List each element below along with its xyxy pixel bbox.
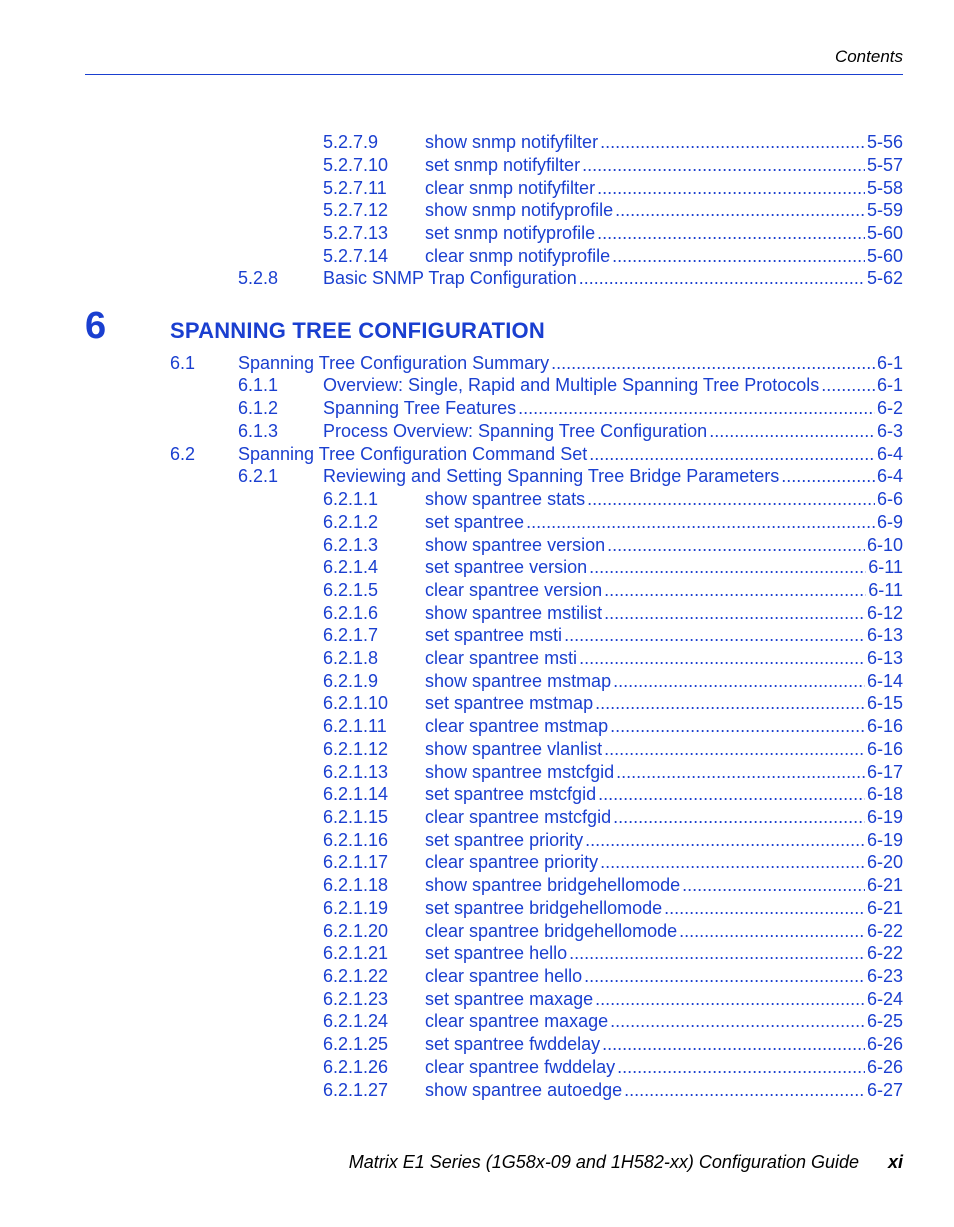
toc-dot-leader <box>589 556 866 579</box>
toc-entry-page[interactable]: 6-25 <box>866 1011 903 1031</box>
toc-entry[interactable] <box>323 942 903 965</box>
toc-entry-page[interactable]: 6-14 <box>866 671 903 691</box>
toc-dot-leader <box>564 624 865 647</box>
toc-entry-number: 6.1.2 <box>238 398 279 418</box>
toc-entry[interactable] <box>238 420 903 443</box>
toc-entry-title[interactable]: set spantree <box>425 512 525 532</box>
toc-entry[interactable] <box>323 1033 903 1056</box>
toc-entry-number: 6.2.1.21 <box>323 943 389 963</box>
toc-entry-number: 5.2.7.12 <box>323 200 389 220</box>
toc-entry-number: 6.2.1.23 <box>323 989 389 1009</box>
header-rule <box>85 74 903 75</box>
toc-entry-title[interactable]: show spantree stats <box>425 489 586 509</box>
toc-entry-title[interactable]: show spantree mstcfgid <box>425 762 615 782</box>
toc-dot-leader <box>607 534 865 557</box>
toc-entry[interactable] <box>323 988 903 1011</box>
toc-entry-title[interactable]: set snmp notifyprofile <box>425 223 596 243</box>
toc-entry-title[interactable]: clear spantree bridgehellomode <box>425 921 678 941</box>
toc-entry[interactable] <box>323 602 903 625</box>
toc-entry[interactable] <box>323 920 903 943</box>
toc-entry-page[interactable]: 6-18 <box>866 784 903 804</box>
toc-entry-page[interactable]: 6-12 <box>866 603 903 623</box>
toc-dot-leader <box>597 177 865 200</box>
toc-entry[interactable] <box>323 670 903 693</box>
toc-entry-number: 6.2 <box>170 444 196 464</box>
toc-dot-leader <box>589 443 875 466</box>
toc-entry[interactable] <box>323 177 903 200</box>
toc-entry[interactable] <box>323 154 903 177</box>
toc-entry-page[interactable]: 6-9 <box>876 512 903 532</box>
toc-entry-number: 5.2.7.14 <box>323 246 389 266</box>
toc-entry[interactable] <box>323 715 903 738</box>
toc-entry[interactable] <box>323 851 903 874</box>
toc-entry[interactable] <box>323 965 903 988</box>
toc-dot-leader <box>602 1033 865 1056</box>
toc-dot-leader <box>664 897 865 920</box>
toc-dot-leader <box>595 988 865 1011</box>
toc-entry[interactable] <box>323 511 903 534</box>
toc-entry-title[interactable]: set spantree msti <box>425 625 563 645</box>
toc-entry-page[interactable]: 6-26 <box>866 1034 903 1054</box>
toc-entry-page[interactable]: 6-20 <box>866 852 903 872</box>
toc-entry-page[interactable]: 6-23 <box>866 966 903 986</box>
toc-entry-title[interactable]: show spantree mstilist <box>425 603 603 623</box>
toc-entry-page[interactable]: 6-2 <box>876 398 903 418</box>
toc-entry[interactable] <box>323 806 903 829</box>
toc-dot-leader <box>582 154 865 177</box>
toc-entry-title[interactable]: show spantree bridgehellomode <box>425 875 681 895</box>
toc-entry-number: 6.2.1.5 <box>323 580 379 600</box>
toc-dot-leader <box>612 245 865 268</box>
toc-entry[interactable] <box>238 465 903 488</box>
toc-dot-leader <box>781 465 875 488</box>
toc-entry-number: 6.2.1.3 <box>323 535 379 555</box>
footer-page-number: xi <box>887 1152 903 1172</box>
toc-entry-number: 6.2.1.12 <box>323 739 389 759</box>
toc-entry-page[interactable]: 6-13 <box>866 625 903 645</box>
chapter-title[interactable]: SPANNING TREE CONFIGURATION <box>170 318 545 343</box>
toc-dot-leader <box>595 692 865 715</box>
toc-entry-number: 6.2.1.9 <box>323 671 379 691</box>
toc-entry-title[interactable]: clear spantree maxage <box>425 1011 609 1031</box>
toc-entry-page[interactable]: 6-10 <box>866 535 903 555</box>
toc-entry-number: 6.2.1.24 <box>323 1011 389 1031</box>
toc-entry-number: 6.2.1.11 <box>323 716 387 736</box>
toc-entry-page[interactable]: 6-11 <box>868 557 903 577</box>
toc-dot-leader <box>600 131 865 154</box>
toc-entry-number: 6.2.1.7 <box>323 625 379 645</box>
toc-dot-leader <box>617 1056 865 1079</box>
toc-entry-number: 5.2.7.10 <box>323 155 389 175</box>
toc-dot-leader <box>597 222 865 245</box>
toc-entry-page[interactable]: 6-19 <box>866 807 903 827</box>
toc-entry-number: 6.2.1.25 <box>323 1034 389 1054</box>
toc-entry-title[interactable]: Process Overview: Spanning Tree Configuration <box>323 421 708 441</box>
toc-dot-leader <box>709 420 875 443</box>
toc-dot-leader <box>604 738 865 761</box>
footer-title: Matrix E1 Series (1G58x-09 and 1H582-xx) Configuration Guide <box>348 1152 859 1172</box>
toc-entry-title[interactable]: Reviewing and Setting Spanning Tree Bridge Parameters <box>323 466 780 486</box>
toc-entry-title[interactable]: Spanning Tree Features <box>323 398 517 418</box>
toc-entry-number: 6.2.1.14 <box>323 784 389 804</box>
toc-entry-page[interactable]: 5-59 <box>866 200 903 220</box>
toc-entry-page[interactable]: 6-13 <box>866 648 903 668</box>
toc-entry-title[interactable]: show spantree autoedge <box>425 1080 623 1100</box>
toc-entry[interactable] <box>323 761 903 784</box>
toc-entry-page[interactable]: 6-4 <box>876 444 903 464</box>
toc-dot-leader <box>616 761 865 784</box>
toc-entry-page[interactable]: 6-3 <box>876 421 903 441</box>
toc-entry[interactable] <box>323 1056 903 1079</box>
toc-entry-number: 6.2.1.15 <box>323 807 389 827</box>
toc-dot-leader <box>610 715 865 738</box>
toc-entry-title[interactable]: set spantree priority <box>425 830 584 850</box>
toc-entry[interactable] <box>323 131 903 154</box>
toc-entry-page[interactable]: 6-1 <box>876 353 903 373</box>
toc-entry[interactable] <box>323 829 903 852</box>
toc-entry[interactable] <box>323 897 903 920</box>
toc-entry-number: 6.2.1.8 <box>323 648 379 668</box>
toc-entry[interactable] <box>323 579 903 602</box>
toc-entry-page[interactable]: 5-57 <box>866 155 903 175</box>
toc-entry-title[interactable]: clear snmp notifyfilter <box>425 178 596 198</box>
toc-dot-leader <box>610 1010 865 1033</box>
toc-dot-leader <box>579 267 865 290</box>
toc-entry-title[interactable]: show snmp notifyprofile <box>425 200 614 220</box>
toc-entry-number: 6.2.1.4 <box>323 557 379 577</box>
toc-entry-title[interactable]: clear spantree fwddelay <box>425 1057 616 1077</box>
toc-entry-title[interactable]: clear spantree mstcfgid <box>425 807 612 827</box>
toc-entry-number: 5.2.7.11 <box>323 178 387 198</box>
toc-entry[interactable] <box>170 443 903 466</box>
toc-entry-number: 6.2.1 <box>238 466 279 486</box>
toc-entry-page[interactable]: 6-21 <box>866 875 903 895</box>
toc-entry[interactable] <box>238 397 903 420</box>
toc-entry-number: 6.2.1.26 <box>323 1057 389 1077</box>
toc-entry-title[interactable]: set spantree maxage <box>425 989 594 1009</box>
toc-entry-title[interactable]: clear spantree mstmap <box>425 716 609 736</box>
toc-entry-title[interactable]: set spantree hello <box>425 943 568 963</box>
toc-entry[interactable] <box>323 874 903 897</box>
toc-dot-leader <box>679 920 865 943</box>
toc-dot-leader <box>682 874 865 897</box>
toc-dot-leader <box>615 199 865 222</box>
toc-entry[interactable] <box>323 534 903 557</box>
toc-entry-page[interactable]: 5-62 <box>866 268 903 288</box>
toc-entry-number: 6.2.1.20 <box>323 921 389 941</box>
toc-dot-leader <box>518 397 875 420</box>
toc-entry-page[interactable]: 6-11 <box>868 580 903 600</box>
toc-entry[interactable] <box>323 647 903 670</box>
toc-dot-leader <box>551 352 875 375</box>
toc-entry-number: 6.1.3 <box>238 421 279 441</box>
toc-entry[interactable] <box>323 692 903 715</box>
toc-entry-number: 5.2.7.13 <box>323 223 389 243</box>
toc-entry[interactable] <box>323 199 903 222</box>
toc-entry-page[interactable]: 5-58 <box>866 178 903 198</box>
chapter-number: 6 <box>85 305 107 347</box>
toc-entry-number: 6.2.1.1 <box>323 489 379 509</box>
toc-dot-leader <box>569 942 865 965</box>
toc-entry-page[interactable]: 6-4 <box>876 466 903 486</box>
toc-entry-page[interactable]: 6-1 <box>876 375 903 395</box>
toc-dot-leader <box>604 602 865 625</box>
toc-entry-number: 6.2.1.10 <box>323 693 389 713</box>
toc-entry-title[interactable]: Spanning Tree Configuration Summary <box>238 353 550 373</box>
toc-entry-number: 6.2.1.19 <box>323 898 389 918</box>
header-label: Contents <box>834 47 903 66</box>
toc-dot-leader <box>604 579 866 602</box>
toc-entry-title[interactable]: set spantree bridgehellomode <box>425 898 663 918</box>
toc-dot-leader <box>587 488 875 511</box>
toc-entry-title[interactable]: set spantree mstmap <box>425 693 594 713</box>
toc-entry[interactable] <box>238 267 903 290</box>
toc-entry-title[interactable]: clear spantree hello <box>425 966 583 986</box>
toc-dot-leader <box>613 806 865 829</box>
toc-entry-number: 6.2.1.17 <box>323 852 389 872</box>
toc-entry-number: 6.2.1.16 <box>323 830 389 850</box>
toc-dot-leader <box>600 851 865 874</box>
toc-entry[interactable] <box>323 245 903 268</box>
toc-entry-title[interactable]: Spanning Tree Configuration Command Set <box>238 444 588 464</box>
toc-entry-page[interactable]: 6-24 <box>866 989 903 1009</box>
toc-dot-leader <box>598 783 865 806</box>
toc-dot-leader <box>584 965 865 988</box>
toc-entry-number: 6.2.1.6 <box>323 603 379 623</box>
toc-entry[interactable] <box>323 783 903 806</box>
toc-entry-page[interactable]: 6-16 <box>866 716 903 736</box>
toc-entry[interactable] <box>170 352 903 375</box>
toc-entry-page[interactable]: 5-60 <box>866 246 903 266</box>
toc-entry-title[interactable]: Overview: Single, Rapid and Multiple Spanning Tree Protocols <box>323 375 820 395</box>
toc-dot-leader <box>613 670 865 693</box>
toc-entry[interactable] <box>323 1010 903 1033</box>
toc-dot-leader <box>585 829 865 852</box>
toc-entry-number: 6.1.1 <box>238 375 279 395</box>
toc-entry-page[interactable]: 5-60 <box>866 223 903 243</box>
toc-entry-title[interactable]: show spantree mstmap <box>425 671 612 691</box>
toc-entry-title[interactable]: clear spantree msti <box>425 648 578 668</box>
toc-entry-page[interactable]: 6-17 <box>866 762 903 782</box>
toc-entry-number: 6.1 <box>170 353 196 373</box>
toc-dot-leader <box>526 511 875 534</box>
toc-entry-title[interactable]: clear spantree version <box>425 580 603 600</box>
toc-entry[interactable] <box>323 222 903 245</box>
toc-entry[interactable] <box>323 738 903 761</box>
toc-entry-title[interactable]: set spantree mstcfgid <box>425 784 597 804</box>
toc-entry-page[interactable]: 6-27 <box>866 1080 903 1100</box>
toc-entry-title[interactable]: show spantree vlanlist <box>425 739 603 759</box>
toc-entry-page[interactable]: 6-6 <box>876 489 903 509</box>
toc-entry-title[interactable]: clear spantree priority <box>425 852 599 872</box>
toc-entry[interactable] <box>323 1079 903 1102</box>
toc-entry-page[interactable]: 6-16 <box>866 739 903 759</box>
toc-entry[interactable] <box>323 624 903 647</box>
toc-entry-page[interactable]: 6-21 <box>866 898 903 918</box>
toc-entry-title[interactable]: show snmp notifyfilter <box>425 132 599 152</box>
toc-entry-page[interactable]: 5-56 <box>866 132 903 152</box>
toc-entry-title[interactable]: show spantree version <box>425 535 606 555</box>
toc-entry-page[interactable]: 6-22 <box>866 943 903 963</box>
toc-entry-page[interactable]: 6-15 <box>866 693 903 713</box>
toc-entry-number: 6.2.1.18 <box>323 875 389 895</box>
toc-entry-number: 6.2.1.22 <box>323 966 389 986</box>
toc-entry-page[interactable]: 6-22 <box>866 921 903 941</box>
toc-entry[interactable] <box>238 374 903 397</box>
toc-entry-number: 6.2.1.13 <box>323 762 389 782</box>
toc-entry-number: 5.2.7.9 <box>323 132 379 152</box>
toc-entry-title[interactable]: set snmp notifyfilter <box>425 155 581 175</box>
toc-entry-page[interactable]: 6-19 <box>866 830 903 850</box>
toc-entry-title[interactable]: Basic SNMP Trap Configuration <box>323 268 577 288</box>
toc-entry[interactable] <box>323 488 903 511</box>
toc-entry-title[interactable]: set spantree version <box>425 557 588 577</box>
toc-dot-leader <box>624 1079 865 1102</box>
toc-entry-page[interactable]: 6-26 <box>866 1057 903 1077</box>
toc-dot-leader <box>821 374 875 397</box>
toc-entry-number: 6.2.1.27 <box>323 1080 389 1100</box>
toc-dot-leader <box>579 647 865 670</box>
toc-entry-title[interactable]: clear snmp notifyprofile <box>425 246 611 266</box>
toc-entry-number: 6.2.1.2 <box>323 512 379 532</box>
toc-entry-number: 5.2.8 <box>238 268 279 288</box>
toc-entry-title[interactable]: set spantree fwddelay <box>425 1034 601 1054</box>
toc-entry[interactable] <box>323 556 903 579</box>
